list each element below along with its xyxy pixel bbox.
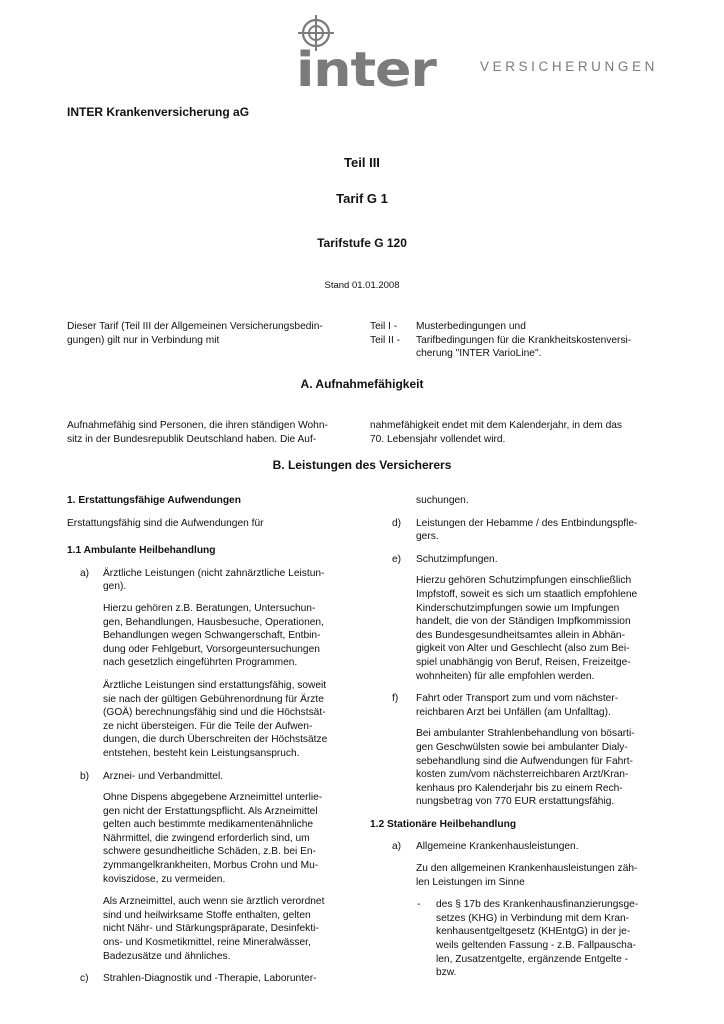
- text-line: nicht Nähr- und Stärkungspräparate, Desinfekti-: [103, 923, 319, 935]
- list-marker: d): [392, 517, 402, 529]
- text-line: zymmangelkrankheiten, Morbus Crohn und Mu-: [103, 860, 319, 872]
- text-line: gungen) gilt nur in Verbindung mit: [67, 334, 220, 346]
- text-line: Hierzu gehören Schutzimpfungen einschließlich: [416, 575, 632, 587]
- text-line: reichbaren Arzt bei Unfällen (am Unfalltag).: [416, 706, 611, 718]
- text-line: sitz in der Bundesrepublik Deutschland haben. Die Auf-: [67, 433, 317, 445]
- list-marker: c): [80, 973, 89, 985]
- text-line: (GOÄ) berechnungsfähig sind und die Höchstsät-: [103, 707, 326, 719]
- text-line: spiel unabhängig von Beruf, Reisen, Freizeitge-: [416, 656, 631, 668]
- text-line: Behandlungen wegen Schwangerschaft, Entbin-: [103, 630, 321, 642]
- dash-list-item: [370, 898, 662, 980]
- text-line: nahmefähigkeit endet mit dem Kalenderjahr, in dem das: [370, 420, 623, 431]
- text-line: gers.: [416, 531, 439, 543]
- list-item-d: [370, 517, 662, 544]
- text-line: kenhausentgeltgesetz (KHEntgG) in der je-: [436, 926, 631, 938]
- text-line: koviszidose, zu vermeiden.: [103, 873, 226, 885]
- intro-left: [67, 320, 359, 347]
- text-line: des § 17b des Krankenhausfinanzierungsge-: [436, 899, 639, 911]
- teil-ii-value: Tarifbedingungen für die Krankheitskostenversi-: [416, 334, 632, 346]
- text-line: Dieser Tarif (Teil III der Allgemeinen Versicherungsbedin-: [67, 321, 323, 332]
- text-line: Badezusätze und ähnliches.: [103, 950, 231, 962]
- text-line: sind und heilwirksame Stoffe enthalten, gelten: [103, 909, 311, 921]
- text-line: Zu den allgemeinen Krankenhausleistungen zäh-: [416, 863, 638, 875]
- text-line: Ohne Dispens abgegebene Arzneimittel unterlie-: [103, 792, 323, 804]
- item-d-title: [416, 517, 662, 544]
- section-b-right-column: [370, 494, 662, 980]
- section-a-left: [67, 419, 359, 446]
- item-a-title: [103, 567, 359, 594]
- intro-right: [370, 320, 662, 361]
- dash-marker: -: [417, 899, 421, 911]
- text-line: Schutzimpfungen.: [416, 553, 498, 565]
- teil-ii-value-cont: cherung "INTER VarioLine".: [416, 348, 542, 360]
- text-line: Bei ambulanter Strahlenbehandlung von bösarti-: [416, 728, 635, 740]
- text-line: kenhaus pro Kalenderjahr bis zu einem Rech-: [416, 782, 623, 794]
- text-line: handelt, die von der Ständigen Impfkommission: [416, 616, 631, 628]
- text-line: Allgemeine Krankenhausleistungen.: [416, 841, 579, 853]
- text-line: dungen, die durch Überschreiten der Höchstsätze: [103, 734, 328, 746]
- text-line: setzes (KHG) in Verbindung mit dem Kran-: [436, 912, 630, 924]
- title-teil: Teil III: [344, 155, 380, 170]
- item-f-title: [416, 692, 662, 719]
- item-b-paragraph-2: [103, 791, 359, 886]
- text-line: Strahlen-Diagnostik und -Therapie, Laborunter-: [103, 973, 317, 985]
- text-line: Aufnahmefähig sind Personen, die ihren ständigen Wohn-: [67, 420, 328, 431]
- item-e-title: [416, 553, 662, 567]
- list-item-1-2-a: [370, 840, 662, 889]
- teil-i-key: Teil I -: [370, 321, 398, 332]
- section-b-heading: B. Leistungen des Versicherers: [272, 458, 452, 472]
- teil-ii-row: [370, 334, 662, 348]
- text-line: nungsbetrag von 770 EUR erstattungsfähig.: [416, 796, 615, 808]
- subsection-1-2-heading: 1.2 Stationäre Heilbehandlung: [370, 818, 517, 830]
- text-line: sie nach der gültigen Gebührenordnung für Ärzte: [103, 693, 324, 705]
- list-item-a: [67, 567, 359, 761]
- list-item-f: [370, 692, 662, 809]
- list-item-c: [67, 972, 359, 986]
- text-line: Ärztliche Leistungen (nicht zahnärztliche Leistun-: [103, 567, 325, 579]
- text-line: entstehen, besteht kein Leistungsanspruch.: [103, 747, 300, 759]
- subsection-1-intro: Erstattungsfähig sind die Aufwendungen für: [67, 517, 264, 529]
- title-tarif: Tarif G 1: [336, 191, 388, 206]
- list-marker: a): [80, 567, 90, 579]
- text-line: Ärztliche Leistungen sind erstattungsfähig, soweit: [103, 679, 327, 691]
- text-line: gen, Behandlungen, Hausbesuche, Operationen,: [103, 616, 324, 628]
- text-line: kosten zum/vom nächsterreichbaren Arzt/Kran-: [416, 769, 629, 781]
- item-c-title: [103, 972, 359, 986]
- stand-date: Stand 01.01.2008: [324, 280, 400, 291]
- list-marker: a): [392, 841, 402, 853]
- text-line: gelten auch bestimmte medikamentenähnliche: [103, 819, 314, 831]
- text-line: ze nicht übersteigen. Für die Teile der Aufwen-: [103, 720, 313, 732]
- item-c-continuation: suchungen.: [416, 495, 469, 506]
- item-a-paragraph-2: [103, 602, 359, 670]
- item-a-paragraph-3: [103, 679, 359, 761]
- text-line: gen nicht der Erstattungspflicht. Als Arzneimittel: [103, 805, 318, 817]
- text-line: nach gesetzlich eingeführten Programmen.: [103, 657, 298, 669]
- item-1-2-a-title: [416, 840, 662, 854]
- item-e-paragraph-2: [416, 574, 662, 683]
- text-line: wohnheiten) für alle empfohlen werden.: [416, 670, 595, 682]
- text-line: gigkeit von Alter und Geschlecht (also zum Bei-: [416, 643, 630, 655]
- text-line: Impfstoff, soweit es sich um staatlich empfohlene: [416, 588, 638, 600]
- text-line: gen).: [103, 581, 127, 593]
- text-line: gen Geschwülsten sowie bei ambulanter Dialy-: [416, 741, 628, 753]
- text-line: 70. Lebensjahr vollendet wird.: [370, 433, 506, 445]
- inter-logo: [296, 14, 658, 98]
- text-line: Arznei- und Verbandmittel.: [103, 770, 224, 782]
- text-line: sebehandlung sind die Aufwendungen für Fahrt-: [416, 755, 633, 767]
- text-line: schwere gesundheitliche Schäden, z.B. bei En-: [103, 846, 316, 858]
- item-f-paragraph-2: [416, 727, 662, 809]
- logo-wordmark: inter: [296, 42, 436, 98]
- text-line: Hierzu gehören z.B. Beratungen, Untersuchun-: [103, 602, 316, 614]
- teil-i-row: [370, 320, 662, 334]
- text-line: len, Zusatzentgelte, ergänzende Entgelte -: [436, 953, 628, 965]
- list-marker: f): [392, 693, 399, 705]
- dash-item-text: [436, 898, 662, 980]
- text-line: Leistungen der Hebamme / des Entbindungspfle-: [416, 517, 638, 529]
- text-line: Als Arzneimittel, auch wenn sie ärztlich verordnet: [103, 896, 325, 908]
- title-tarifstufe: Tarifstufe G 120: [317, 236, 407, 250]
- text-line: dung oder Fehlgeburt, Vorsorgeuntersuchungen: [103, 643, 320, 655]
- teil-ii-key: Teil II -: [370, 334, 400, 346]
- list-marker: b): [80, 770, 90, 782]
- text-line: Nährmittel, die zwingend erforderlich sind, um: [103, 832, 310, 844]
- list-item-b: [67, 770, 359, 964]
- list-item-e: [370, 553, 662, 683]
- list-marker: e): [392, 553, 402, 565]
- text-line: ons- und Kosmetikmittel, reine Mineralwässer,: [103, 937, 311, 949]
- text-line: bzw.: [436, 967, 457, 979]
- section-a-heading: A. Aufnahmefähigkeit: [300, 377, 424, 391]
- item-1-2-a-paragraph-2: [416, 862, 662, 889]
- subsection-1-heading: 1. Erstattungsfähige Aufwendungen: [67, 495, 241, 506]
- text-line: des Bundesgesundheitsamtes allein in Abhän-: [416, 629, 625, 641]
- subsection-1-1-heading: 1.1 Ambulante Heilbehandlung: [67, 545, 216, 557]
- logo-subtitle: VERSICHERUNGEN: [480, 59, 658, 74]
- item-b-title: [103, 770, 359, 784]
- text-line: Fahrt oder Transport zum und vom nächster-: [416, 693, 619, 705]
- teil-i-value: Musterbedingungen und: [416, 321, 526, 332]
- text-line: Kinderschutzimpfungen sowie um Impfungen: [416, 602, 620, 614]
- text-line: len Leistungen im Sinne: [416, 876, 525, 888]
- text-line: weils geltenden Fassung - z.B. Fallpauscha-: [436, 940, 636, 952]
- section-b-left-column: [67, 494, 359, 995]
- item-b-paragraph-3: [103, 895, 359, 963]
- section-a-right: [370, 419, 662, 446]
- company-name: INTER Krankenversicherung aG: [67, 105, 250, 119]
